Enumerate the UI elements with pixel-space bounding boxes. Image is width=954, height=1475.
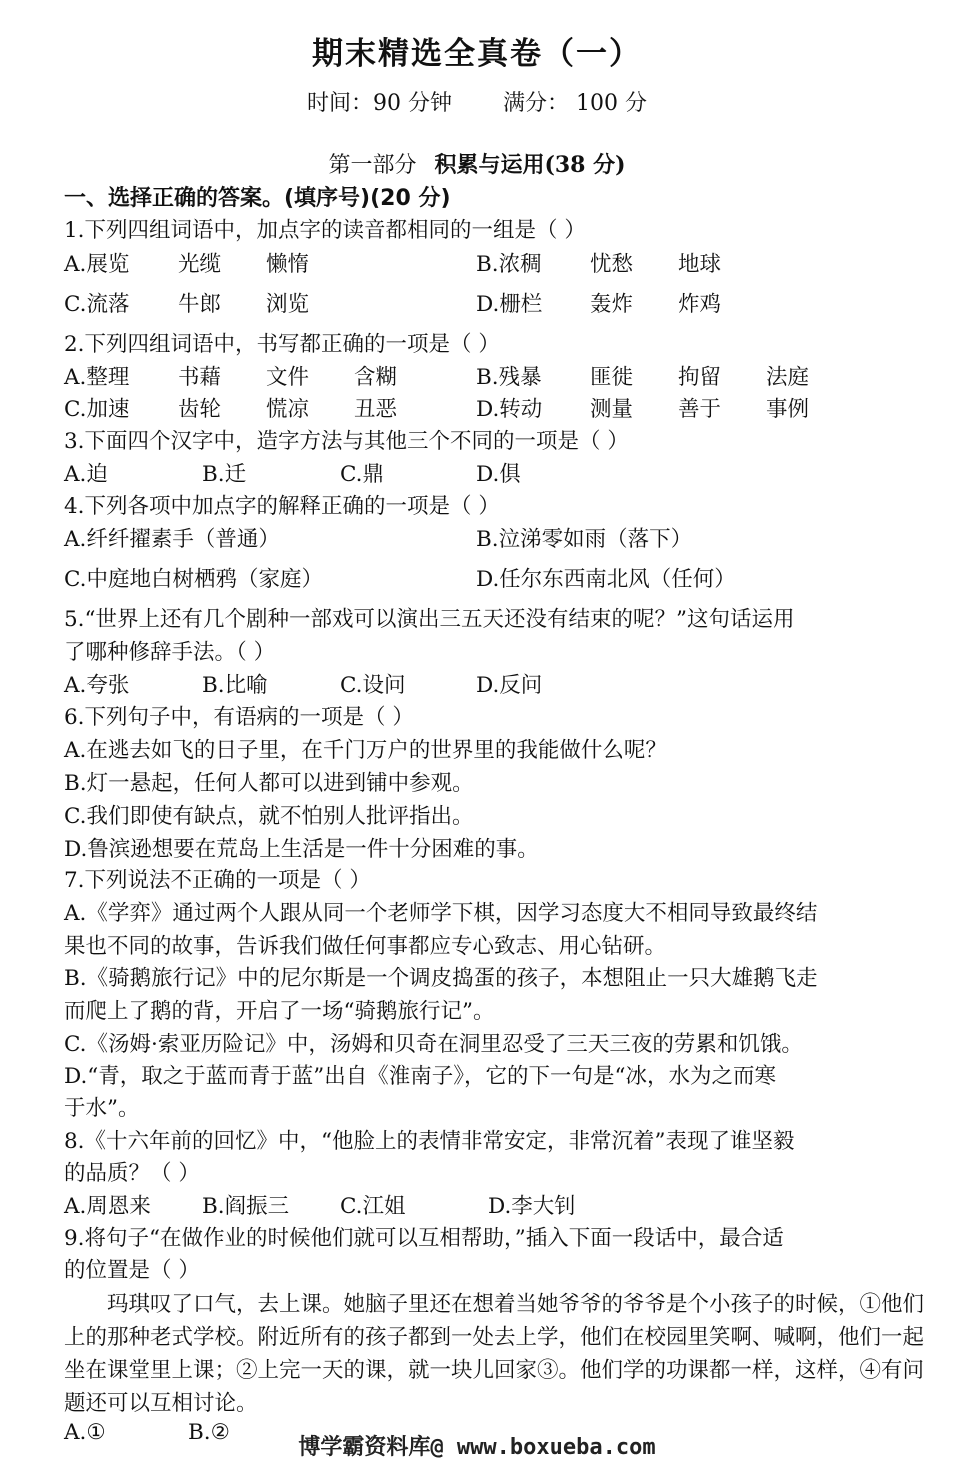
page-title: 期末精选全真卷（一） — [312, 36, 642, 72]
q2-stem: 2.下列四组词语中，书写都正确的一项是（ ） — [64, 332, 500, 357]
q3-stem: 3.下面四个汉字中，造字方法与其他三个不同的一项是（ ） — [64, 429, 629, 454]
q4-option-a: A.纤纤擢素手（普通） — [64, 527, 280, 552]
q6-option-a: A.在逃去如飞的日子里，在千门万户的世界里的我能做什么呢？ — [64, 738, 667, 763]
q6-option-c: C.我们即使有缺点，就不怕别人批评指出。 — [64, 804, 474, 829]
q4-option-d: D.任尔东西南北风（任何） — [476, 567, 736, 592]
q3-options: A.迫 B.迁 C.鼎 D.俱 — [64, 462, 521, 487]
q2-option-a: A.整理 书藉 文件 含糊 — [64, 365, 398, 390]
q6-option-d: D.鲁滨逊想要在荒岛上生活是一件十分困难的事。 — [64, 837, 539, 862]
watermark: 博学霸资料库@ www.boxueba.com — [298, 1435, 656, 1460]
q1-stem: 1.下列四组词语中，加点字的读音都相同的一组是（ ） — [64, 218, 586, 243]
part-label: 第一部分 — [328, 153, 417, 178]
q1-option-c: C.流落 牛郎 浏览 — [64, 292, 310, 317]
q8-options: A.周恩来 B.阎振三 C.江姐 D.李大钊 — [64, 1194, 576, 1219]
part-heading — [0, 148, 954, 179]
q4-option-c: C.中庭地白树栖鸦（家庭） — [64, 567, 324, 592]
q2-option-b: B.残暴 匪徙 拘留 法庭 — [476, 365, 810, 390]
section-heading: 一、选择正确的答案。(填序号)(20 分) — [64, 186, 451, 211]
q9-passage: 玛琪叹了口气，去上课。她脑子里还在想着当她爷爷的爷爷是个小孩子的时候，①他们上的那种老式学校。附近所有的孩子都到一处去上学，他们在校园里笑啊、喊啊，他们一起坐在课堂里上课；②上完一天的课，就一块儿回家③。他们学的功课都一样，这样，④有问题还可以互相讨论。 — [64, 1292, 925, 1416]
q7-stem: 7.下列说法不正确的一项是（ ） — [64, 868, 371, 893]
q4-stem: 4.下列各项中加点字的解释正确的一项是（ ） — [64, 494, 500, 519]
q7-option-a-line2: 果也不同的故事，告诉我们做任何事都应专心致志、用心钻研。 — [64, 934, 667, 959]
q7-option-d-line2: 于水”。 — [64, 1096, 140, 1121]
exam-info — [0, 86, 954, 117]
q1-option-b: B.浓稠 忧愁 地球 — [476, 252, 722, 277]
q1-option-d: D.栅栏 轰炸 炸鸡 — [476, 292, 722, 317]
q9-options: A.① B.② — [64, 1420, 230, 1445]
q7-option-b-line2: 而爬上了鹅的背，开启了一场“骑鹅旅行记”。 — [64, 999, 495, 1024]
full-score: 满分： 100 分 — [503, 91, 647, 116]
q8-stem-line1: 8.《十六年前的回忆》中，“他脸上的表情非常安定，非常沉着”表现了谁坚毅 — [64, 1129, 795, 1154]
q5-stem-line1: 5.“世界上还有几个剧种一部戏可以演出三五天还没有结束的呢？”这句话运用 — [64, 607, 795, 632]
q9-stem-line2: 的位置是（ ） — [64, 1258, 200, 1283]
part-name: 积累与运用(38 分) — [434, 152, 626, 178]
q8-stem-line2: 的品质？（ ） — [64, 1161, 200, 1186]
q2-option-c: C.加速 齿轮 慌凉 丑恶 — [64, 397, 398, 422]
q5-stem-line2: 了哪种修辞手法。（ ） — [64, 640, 276, 665]
q9-stem-line1: 9.将句子“在做作业的时候他们就可以互相帮助，”插入下面一段话中，最合适 — [64, 1226, 784, 1251]
q4-option-b: B.泣涕零如雨（落下） — [476, 527, 693, 552]
q6-option-b: B.灯一悬起，任何人都可以进到铺中参观。 — [64, 771, 474, 796]
q5-options: A.夸张 B.比喻 C.设问 D.反问 — [64, 673, 543, 698]
q7-option-b-line1: B.《骑鹅旅行记》中的尼尔斯是一个调皮捣蛋的孩子，本想阻止一只大雄鹅飞走 — [64, 966, 818, 991]
q2-option-d: D.转动 测量 善于 事例 — [476, 397, 810, 422]
q6-stem: 6.下列句子中，有语病的一项是（ ） — [64, 705, 414, 730]
q1-option-a: A.展览 光缆 懒惰 — [64, 252, 310, 277]
q7-option-c: C.《汤姆·索亚历险记》中，汤姆和贝奇在洞里忍受了三天三夜的劳累和饥饿。 — [64, 1032, 803, 1057]
q7-option-a-line1: A.《学弈》通过两个人跟从同一个老师学下棋，因学习态度大不相同导致最终结 — [64, 901, 818, 926]
q7-option-d-line1: D.“青，取之于蓝而青于蓝”出自《淮南子》，它的下一句是“冰，水为之而寒 — [64, 1064, 777, 1089]
time-limit: 时间：90 分钟 — [307, 91, 452, 116]
